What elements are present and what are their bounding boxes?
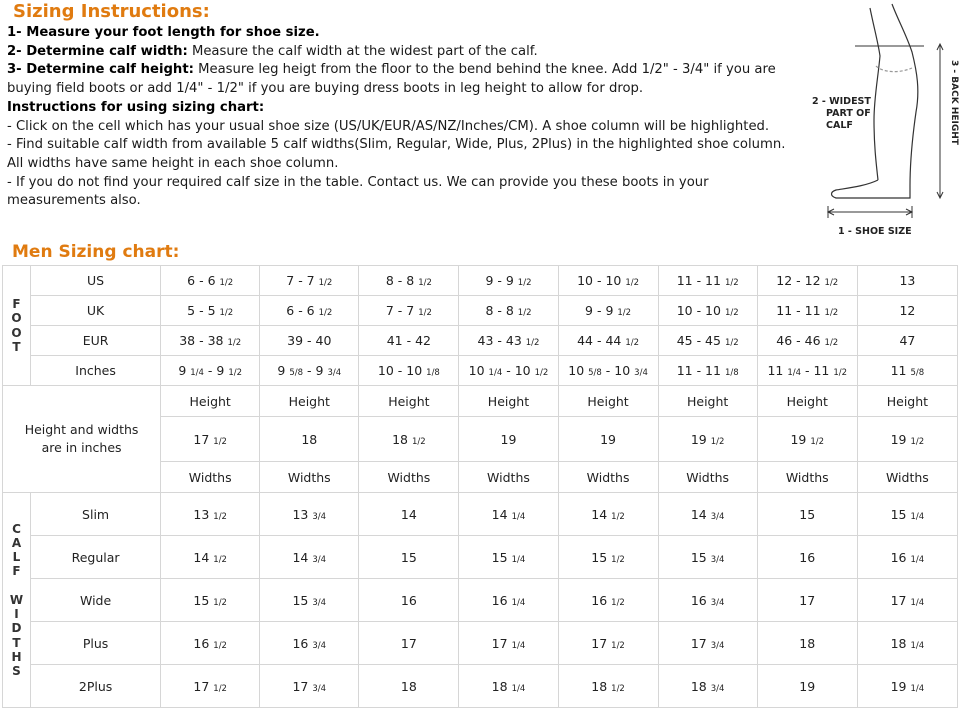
table-row [3, 665, 958, 708]
row-label: Wide [31, 579, 161, 622]
width-cell[interactable]: 14 3/4 [658, 493, 757, 536]
size-cell[interactable]: 12 [857, 296, 957, 326]
size-cell[interactable]: 10 - 10 1/2 [658, 296, 757, 326]
table-row [3, 622, 958, 665]
height-cell[interactable]: 19 1/2 [757, 417, 857, 462]
foot-side-label: F O O T [3, 266, 31, 386]
bullet-1: - Click on the cell which has your usual shoe size (US/UK/EUR/AS/NZ/Inches/CM). A shoe column will be highlighted. [7, 118, 770, 134]
height-header: Height [161, 386, 260, 417]
width-cell[interactable]: 16 3/4 [658, 579, 757, 622]
width-cell[interactable]: 17 3/4 [658, 622, 757, 665]
size-cell[interactable]: 9 1/4 - 9 1/2 [161, 356, 260, 386]
size-cell[interactable]: 10 5/8 - 10 3/4 [558, 356, 658, 386]
width-cell[interactable]: 15 1/2 [558, 536, 658, 579]
width-cell[interactable]: 15 3/4 [658, 536, 757, 579]
width-cell[interactable]: 16 1/4 [459, 579, 558, 622]
men-sizing-chart [2, 265, 958, 708]
width-cell[interactable]: 18 1/4 [857, 622, 957, 665]
size-cell[interactable]: 44 - 44 1/2 [558, 326, 658, 356]
size-cell[interactable]: 8 - 8 1/2 [359, 266, 459, 296]
size-cell[interactable]: 6 - 6 1/2 [260, 296, 359, 326]
width-cell[interactable]: 18 [757, 622, 857, 665]
width-cell[interactable]: 14 1/4 [459, 493, 558, 536]
size-cell[interactable]: 41 - 42 [359, 326, 459, 356]
width-cell[interactable]: 14 3/4 [260, 536, 359, 579]
size-cell[interactable]: 46 - 46 1/2 [757, 326, 857, 356]
calf-width-label: 2 - WIDEST PART OF CALF [812, 96, 871, 131]
height-cell[interactable]: 17 1/2 [161, 417, 260, 462]
width-cell[interactable]: 17 3/4 [260, 665, 359, 708]
width-cell[interactable]: 16 1/4 [857, 536, 957, 579]
back-height-label: 3 - BACK HEIGHT [949, 60, 959, 145]
table-row [3, 266, 958, 296]
height-cell[interactable]: 18 [260, 417, 359, 462]
width-cell[interactable]: 14 1/2 [558, 493, 658, 536]
width-cell[interactable]: 18 1/4 [459, 665, 558, 708]
size-cell[interactable]: 9 - 9 1/2 [459, 266, 558, 296]
width-cell[interactable]: 19 [757, 665, 857, 708]
height-cell[interactable]: 19 [459, 417, 558, 462]
size-cell[interactable]: 8 - 8 1/2 [459, 296, 558, 326]
width-cell[interactable]: 13 1/2 [161, 493, 260, 536]
size-cell[interactable]: 12 - 12 1/2 [757, 266, 857, 296]
bullet-2: - Find suitable calf width from available 5 calf widths(Slim, Regular, Wide, Plus, 2Plus) in the highlighted shoe column. All widths have same height in each shoe column. [7, 137, 786, 171]
usage-title: Instructions for using sizing chart: [7, 99, 265, 115]
width-cell[interactable]: 17 1/2 [558, 622, 658, 665]
width-cell[interactable]: 16 1/2 [161, 622, 260, 665]
size-cell[interactable]: 11 5/8 [857, 356, 957, 386]
size-cell[interactable]: 39 - 40 [260, 326, 359, 356]
height-header: Height [558, 386, 658, 417]
row-label: Regular [31, 536, 161, 579]
table-row [3, 493, 958, 536]
size-cell[interactable]: 9 - 9 1/2 [558, 296, 658, 326]
width-cell[interactable]: 17 [359, 622, 459, 665]
width-cell[interactable]: 18 1/2 [558, 665, 658, 708]
step-2: 2- Determine calf width: Measure the calf width at the widest part of the calf. [7, 43, 538, 59]
row-label: EUR [31, 326, 161, 356]
width-cell[interactable]: 18 3/4 [658, 665, 757, 708]
width-cell[interactable]: 14 1/2 [161, 536, 260, 579]
size-cell[interactable]: 45 - 45 1/2 [658, 326, 757, 356]
width-cell[interactable]: 15 3/4 [260, 579, 359, 622]
width-cell[interactable]: 17 1/2 [161, 665, 260, 708]
size-cell[interactable]: 11 - 11 1/8 [658, 356, 757, 386]
widths-header: Widths [558, 462, 658, 493]
width-cell[interactable]: 15 1/4 [857, 493, 957, 536]
height-cell[interactable]: 19 1/2 [857, 417, 957, 462]
height-header: Height [757, 386, 857, 417]
width-cell[interactable]: 15 1/2 [161, 579, 260, 622]
widths-header: Widths [857, 462, 957, 493]
size-cell[interactable]: 11 1/4 - 11 1/2 [757, 356, 857, 386]
width-cell[interactable]: 19 1/4 [857, 665, 957, 708]
widths-header: Widths [161, 462, 260, 493]
size-cell[interactable]: 7 - 7 1/2 [359, 296, 459, 326]
table-row [3, 579, 958, 622]
width-cell[interactable]: 15 [359, 536, 459, 579]
height-header: Height [658, 386, 757, 417]
size-cell[interactable]: 5 - 5 1/2 [161, 296, 260, 326]
widths-header: Widths [658, 462, 757, 493]
size-cell[interactable]: 9 5/8 - 9 3/4 [260, 356, 359, 386]
width-cell[interactable]: 16 [757, 536, 857, 579]
table-row [3, 356, 958, 386]
sizing-instructions-title: Sizing Instructions: [13, 1, 210, 22]
size-cell[interactable]: 11 - 11 1/2 [658, 266, 757, 296]
width-cell[interactable]: 17 1/4 [459, 622, 558, 665]
row-label: 2Plus [31, 665, 161, 708]
table-row [3, 326, 958, 356]
widths-header: Widths [359, 462, 459, 493]
step-1: 1- Measure your foot length for shoe size. [7, 25, 320, 40]
table-row [3, 536, 958, 579]
table-row [3, 296, 958, 326]
height-widths-note: Height and widths are in inches [3, 386, 161, 493]
height-cell[interactable]: 19 1/2 [658, 417, 757, 462]
bullet-3: - If you do not find your required calf size in the table. Contact us. We can provide you these boots in your measurements also. [7, 174, 709, 209]
width-cell[interactable]: 18 [359, 665, 459, 708]
size-cell[interactable]: 10 1/4 - 10 1/2 [459, 356, 558, 386]
width-cell[interactable]: 14 [359, 493, 459, 536]
height-header: Height [857, 386, 957, 417]
height-header: Height [459, 386, 558, 417]
step-3: 3- Determine calf height: Measure leg heigt from the floor to the bend behind the knee. Add 1/2" - 3/4" if you are buying field boots or add 1/4" - 1/2" if you are buying dress boots in leg height to allow for drop. [7, 62, 776, 97]
widths-header: Widths [757, 462, 857, 493]
instructions-text [7, 24, 792, 211]
size-cell[interactable]: 10 - 10 1/2 [558, 266, 658, 296]
size-cell[interactable]: 7 - 7 1/2 [260, 266, 359, 296]
width-cell[interactable]: 13 3/4 [260, 493, 359, 536]
widths-header: Widths [260, 462, 359, 493]
size-cell[interactable]: 38 - 38 1/2 [161, 326, 260, 356]
size-cell[interactable]: 13 [857, 266, 957, 296]
size-cell[interactable]: 6 - 6 1/2 [161, 266, 260, 296]
row-label: Slim [31, 493, 161, 536]
width-cell[interactable]: 15 [757, 493, 857, 536]
width-cell[interactable]: 17 [757, 579, 857, 622]
width-cell[interactable]: 15 1/4 [459, 536, 558, 579]
height-header: Height [359, 386, 459, 417]
height-cell[interactable]: 18 1/2 [359, 417, 459, 462]
men-sizing-chart-title: Men Sizing chart: [12, 242, 180, 262]
table-row [3, 386, 958, 417]
size-cell[interactable]: 11 - 11 1/2 [757, 296, 857, 326]
row-label: US [31, 266, 161, 296]
size-cell[interactable]: 47 [857, 326, 957, 356]
widths-header: Widths [459, 462, 558, 493]
row-label: UK [31, 296, 161, 326]
width-cell[interactable]: 16 3/4 [260, 622, 359, 665]
row-label: Plus [31, 622, 161, 665]
height-cell[interactable]: 19 [558, 417, 658, 462]
shoe-size-label: 1 - SHOE SIZE [838, 226, 912, 237]
calf-widths-side-label: C A L F W I D T H S [3, 493, 31, 708]
width-cell[interactable]: 16 1/2 [558, 579, 658, 622]
size-cell[interactable]: 10 - 10 1/8 [359, 356, 459, 386]
height-header: Height [260, 386, 359, 417]
size-cell[interactable]: 43 - 43 1/2 [459, 326, 558, 356]
width-cell[interactable]: 17 1/4 [857, 579, 957, 622]
row-label: Inches [31, 356, 161, 386]
width-cell[interactable]: 16 [359, 579, 459, 622]
leg-measurement-diagram [800, 0, 960, 242]
